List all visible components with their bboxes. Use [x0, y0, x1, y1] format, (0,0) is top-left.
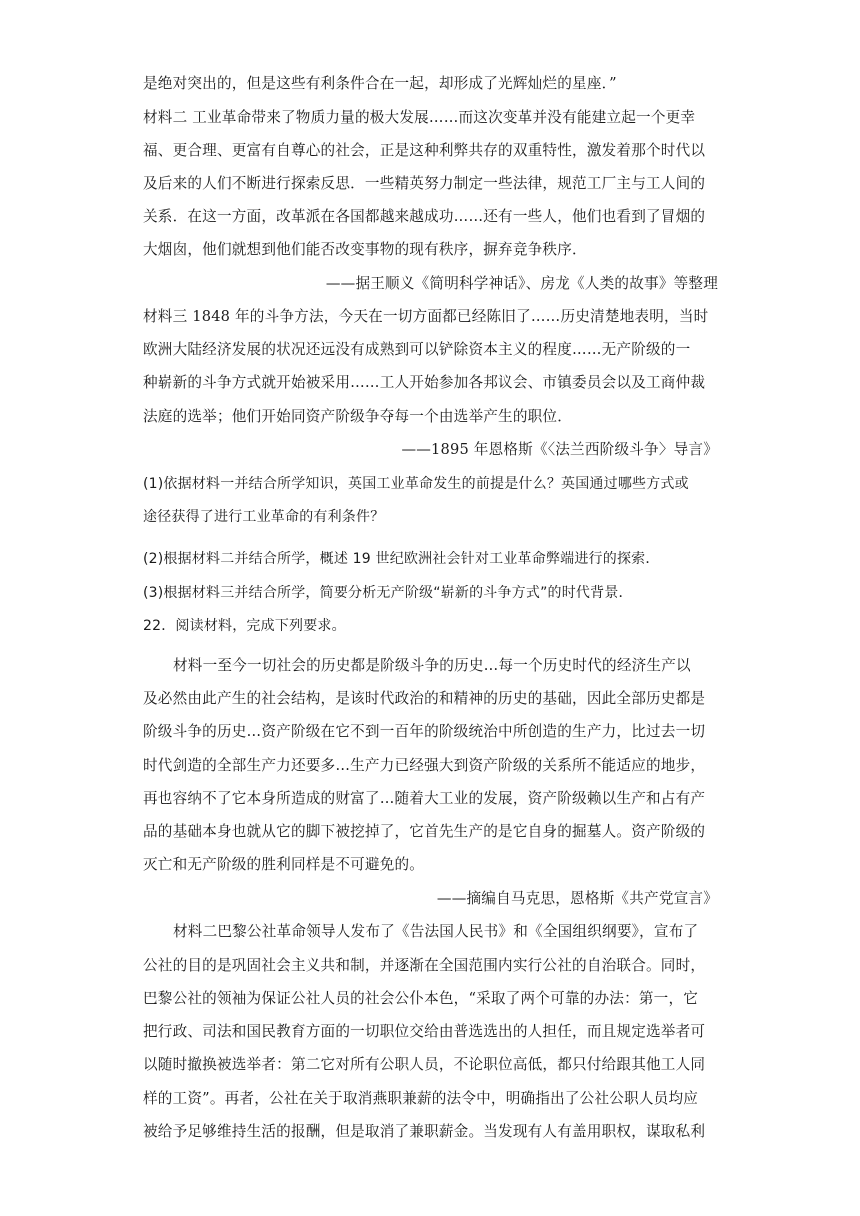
text-line: 巴黎公社的领袖为保证公社人员的社会公仆本色，“采取了两个可靠的办法：第一，它 [143, 990, 699, 1007]
source-citation: ——据王顺义《简明科学神话》、房龙《人类的故事》等整理 [325, 275, 718, 292]
question-heading: 22．阅读材料，完成下列要求。 [143, 618, 346, 634]
question-line: 途径获得了进行工业革命的有利条件？ [143, 509, 385, 525]
text-line: 欧洲大陆经济发展的状况还远没有成熟到可以铲除资本主义的程度……无产阶级的一 [143, 341, 691, 358]
text-line: 灭亡和无产阶级的胜利同样是不可避免的。 [143, 856, 425, 873]
text-line: 关系．在这一方面，改革派在各国都越来越成功……还有一些人，他们也看到了冒烟的 [143, 208, 706, 225]
text-line: 品的基础本身也就从它的脚下被挖掉了，它首先生产的是它自身的掘墓人。资产阶级的 [143, 823, 706, 840]
question-line: (3)根据材料三并结合所学，简要分析无产阶级“崭新的斗争方式”的时代背景． [143, 585, 633, 601]
text-line: 大烟囱，他们就想到他们能否改变事物的现有秩序，摒弃竞争秩序． [143, 241, 587, 258]
text-line: 时代剑造的全部生产力还要多…生产力已经强大到资产阶级的关系所不能适应的地步， [143, 757, 706, 774]
text-line: 材料一至今一切社会的历史都是阶级斗争的历史…每一个历史时代的经济生产以 [173, 657, 691, 674]
question-line: (2)根据材料二并结合所学，概述 19 世纪欧洲社会针对工业革命弊端进行的探索． [143, 551, 660, 567]
text-line: 材料二 工业革命带来了物质力量的极大发展……而这次变革并没有能建立起一个更幸 [143, 109, 696, 126]
text-line: 材料二巴黎公社革命领导人发布了《告法国人民书》和《全国组织纲要》，宣布了 [173, 923, 699, 940]
text-line: 再也容纳不了它本身所造成的财富了…随着大工业的发展，资产阶级赖以生产和占有产 [143, 790, 706, 807]
text-line: 把行政、司法和国民教育方面的一切职位交给由普选选出的人担任，而且规定选举者可 [143, 1023, 706, 1040]
text-line: 及后来的人们不断进行探索反思．一些精英努力制定一些法律，规范工厂主与工人间的 [143, 175, 706, 192]
question-line: (1)依据材料一并结合所学知识，英国工业革命发生的前提是什么？英国通过哪些方式或 [143, 476, 689, 492]
text-line: 材料三 1848 年的斗争方法，今天在一切方面都已经陈旧了……历史清楚地表明，当时 [143, 308, 709, 325]
text-line: 福、更合理、更富有自尊心的社会，正是这种利弊共存的双重特性，激发着那个时代以 [143, 142, 706, 159]
text-line: 样的工资”。再者，公社在关于取消燕职兼薪的法令中，明确指出了公社公职人员均应 [143, 1090, 699, 1107]
text-line: 公社的目的是巩固社会主义共和制，并逐渐在全国范围内实行公社的自治联合。同时， [143, 957, 706, 974]
text-line: 及必然由此产生的社会结构，是该时代政治的和精神的历史的基础，因此全部历史都是 [143, 690, 706, 707]
text-line: 种崭新的斗争方式就开始被采用……工人开始参加各邦议会、市镇委员会以及工商仲裁 [143, 374, 706, 391]
text-line: 是绝对突出的，但是这些有利条件合在一起，却形成了光辉灿烂的星座．” [143, 75, 617, 92]
text-line: 法庭的选举；他们开始同资产阶级争夺每一个由选举产生的职位． [143, 408, 573, 425]
text-line: 以随时撤换被选举者：第二它对所有公职人员，不论职位高低，都只付给跟其他工人同 [143, 1056, 706, 1073]
text-line: 被给予足够维持生活的报酬，但是取消了兼职薪金。当发现有人有盖用职权，谋取私利 [143, 1123, 706, 1140]
text-line: 阶级斗争的历史…资产阶级在它不到一百年的阶级统治中所创造的生产力，比过去一切 [143, 723, 706, 740]
source-citation: ——1895 年恩格斯《〈法兰西阶级斗争〉导言》 [401, 441, 718, 458]
source-citation: ——摘编自马克思，恩格斯《共产党宣言》 [436, 890, 718, 907]
